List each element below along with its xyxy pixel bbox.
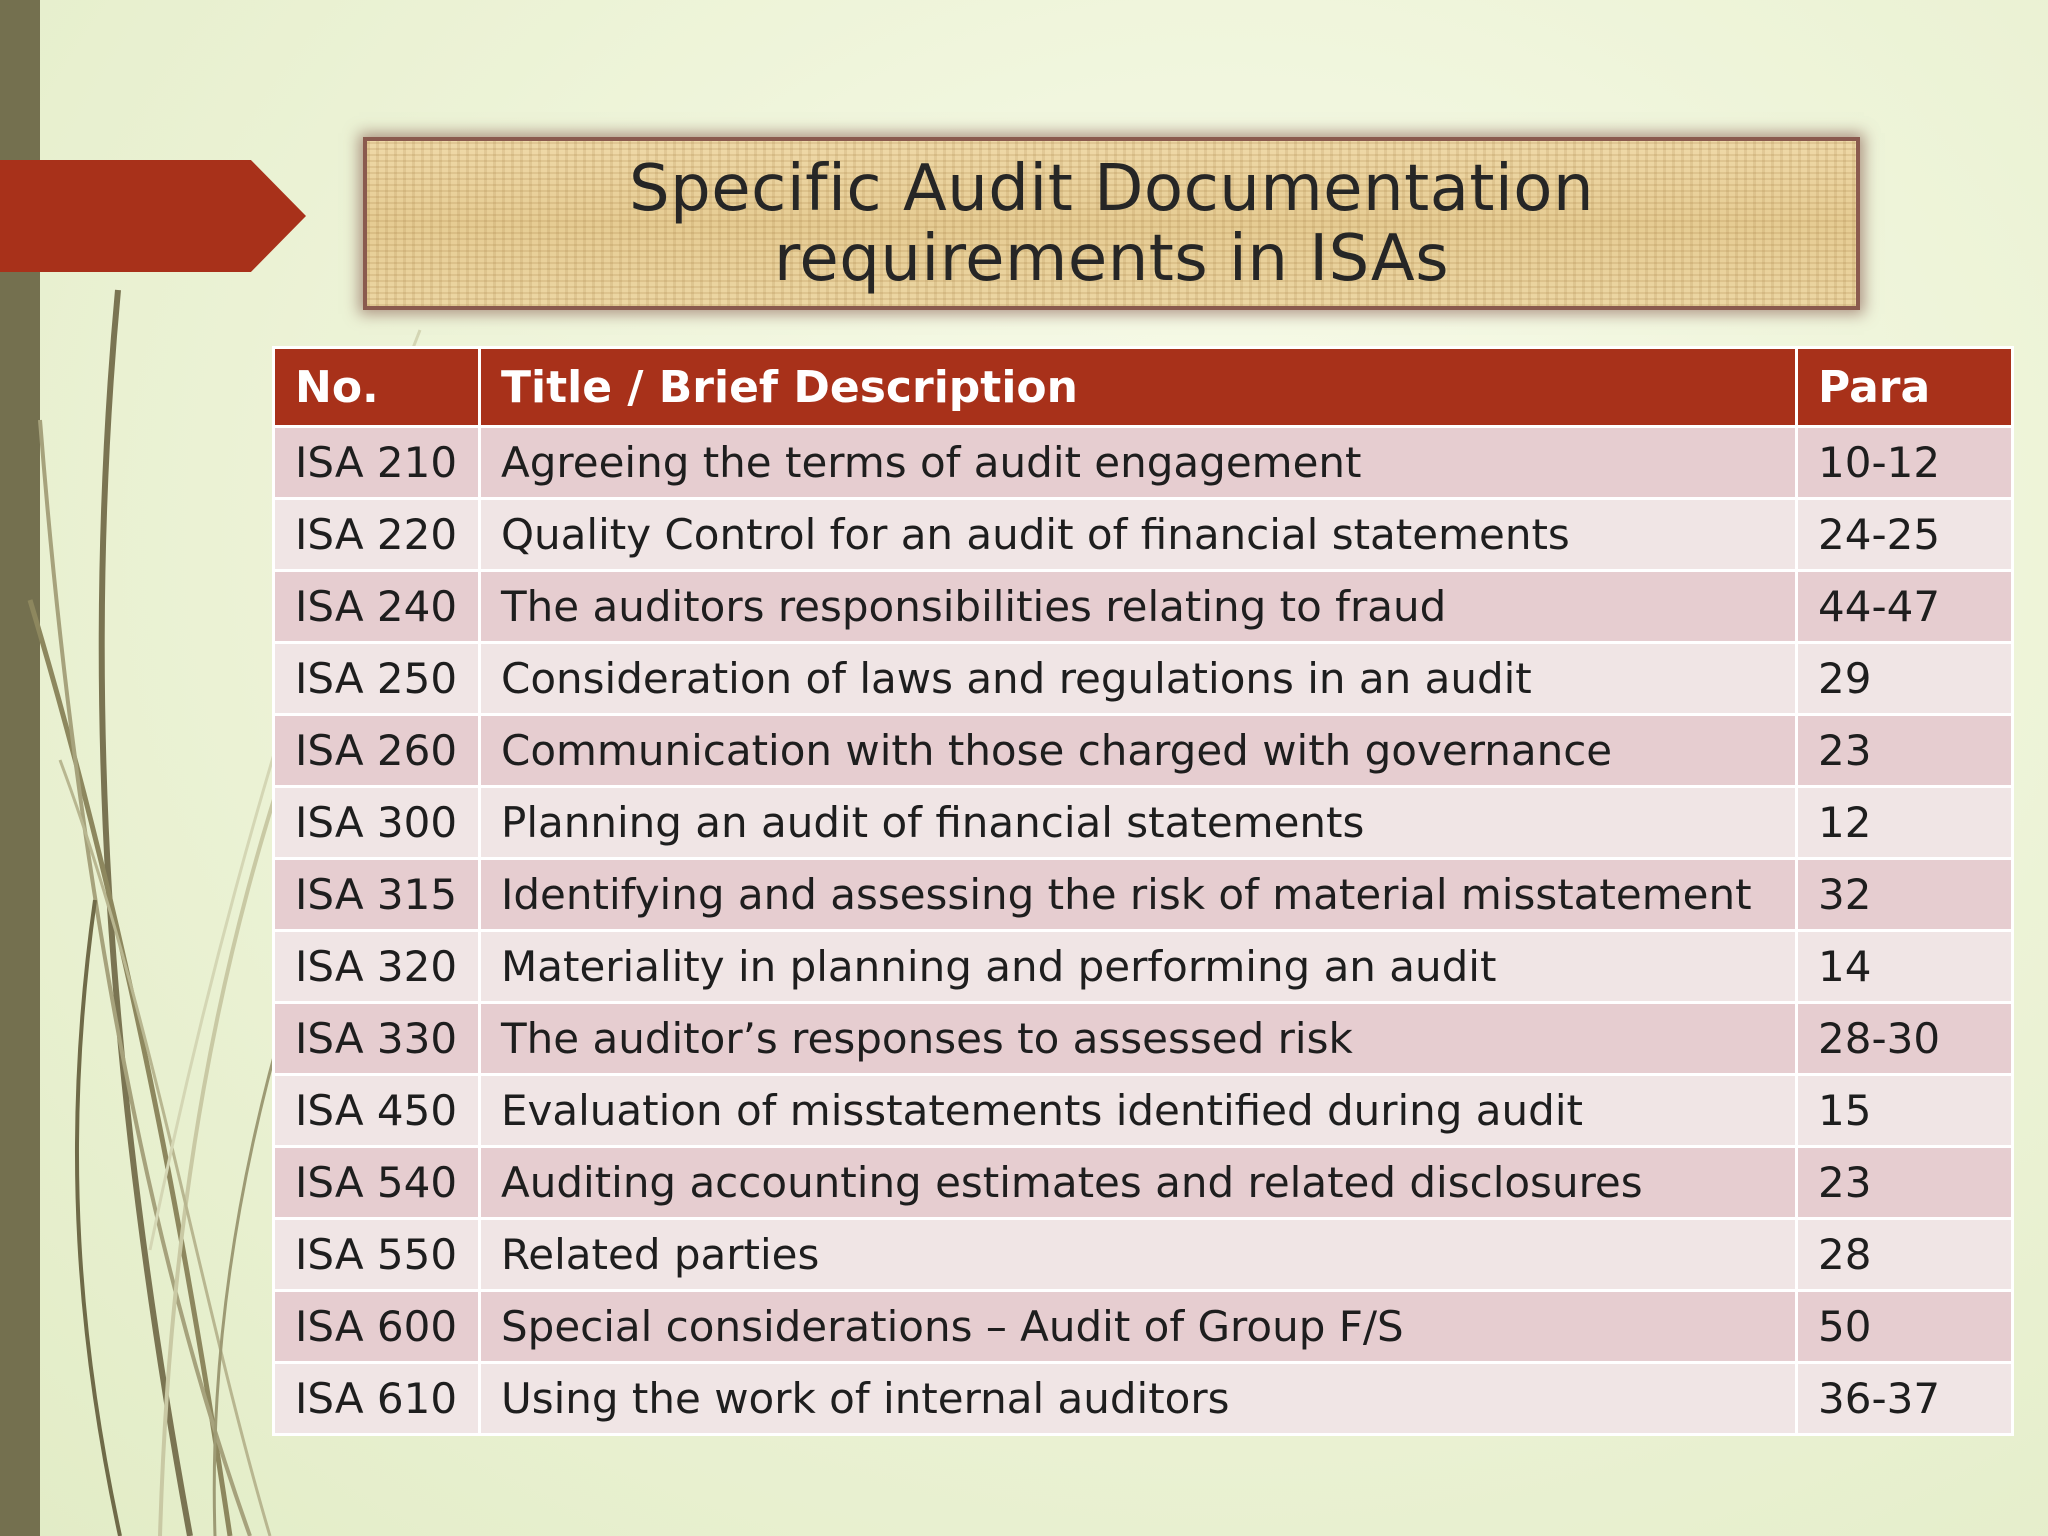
slide-title — [629, 151, 1594, 296]
cell-title: Auditing accounting estimates and related disclosures — [480, 1147, 1797, 1219]
red-arrow-tab — [0, 160, 306, 272]
cell-title: Quality Control for an audit of financial statements — [480, 499, 1797, 571]
cell-title: Using the work of internal auditors — [480, 1363, 1797, 1435]
cell-title: Consideration of laws and regulations in an audit — [480, 643, 1797, 715]
cell-para: 15 — [1797, 1075, 2013, 1147]
cell-title: The auditors responsibilities relating to fraud — [480, 571, 1797, 643]
cell-title: Agreeing the terms of audit engagement — [480, 427, 1797, 499]
cell-title: Identifying and assessing the risk of material misstatement — [480, 859, 1797, 931]
cell-no: ISA 540 — [274, 1147, 480, 1219]
cell-no: ISA 330 — [274, 1003, 480, 1075]
table-row — [274, 787, 2013, 859]
slide-title-line2: requirements in ISAs — [773, 221, 1450, 296]
cell-para: 29 — [1797, 643, 2013, 715]
cell-para: 23 — [1797, 715, 2013, 787]
cell-para: 23 — [1797, 1147, 2013, 1219]
cell-para: 36-37 — [1797, 1363, 2013, 1435]
cell-no: ISA 300 — [274, 787, 480, 859]
table-row — [274, 1003, 2013, 1075]
cell-para: 12 — [1797, 787, 2013, 859]
cell-no: ISA 250 — [274, 643, 480, 715]
cell-no: ISA 210 — [274, 427, 480, 499]
cell-title: The auditor’s responses to assessed risk — [480, 1003, 1797, 1075]
cell-no: ISA 260 — [274, 715, 480, 787]
table-row — [274, 715, 2013, 787]
cell-title: Evaluation of misstatements identified during audit — [480, 1075, 1797, 1147]
cell-title: Communication with those charged with governance — [480, 715, 1797, 787]
cell-no: ISA 220 — [274, 499, 480, 571]
table-row — [274, 571, 2013, 643]
cell-para: 44-47 — [1797, 571, 2013, 643]
cell-no: ISA 600 — [274, 1291, 480, 1363]
header-no: No. — [274, 348, 480, 427]
cell-title: Special considerations – Audit of Group F/S — [480, 1291, 1797, 1363]
header-para: Para — [1797, 348, 2013, 427]
cell-title: Planning an audit of financial statements — [480, 787, 1797, 859]
table-row — [274, 1075, 2013, 1147]
cell-title: Materiality in planning and performing an audit — [480, 931, 1797, 1003]
table-row — [274, 499, 2013, 571]
cell-para: 32 — [1797, 859, 2013, 931]
isa-requirements-table — [272, 346, 2014, 1436]
cell-no: ISA 240 — [274, 571, 480, 643]
table-header-row — [274, 348, 2013, 427]
table-row — [274, 859, 2013, 931]
cell-no: ISA 550 — [274, 1219, 480, 1291]
cell-para: 28-30 — [1797, 1003, 2013, 1075]
table-row — [274, 643, 2013, 715]
cell-para: 10-12 — [1797, 427, 2013, 499]
cell-no: ISA 320 — [274, 931, 480, 1003]
table-row — [274, 1147, 2013, 1219]
cell-title: Related parties — [480, 1219, 1797, 1291]
cell-para: 50 — [1797, 1291, 2013, 1363]
table-row — [274, 427, 2013, 499]
cell-no: ISA 610 — [274, 1363, 480, 1435]
slide-title-line1: Specific Audit Documentation — [629, 151, 1594, 226]
title-banner — [363, 137, 1860, 310]
cell-para: 14 — [1797, 931, 2013, 1003]
cell-para: 24-25 — [1797, 499, 2013, 571]
table-row — [274, 1219, 2013, 1291]
table-row — [274, 1363, 2013, 1435]
cell-para: 28 — [1797, 1219, 2013, 1291]
table-row — [274, 931, 2013, 1003]
table-row — [274, 1291, 2013, 1363]
cell-no: ISA 450 — [274, 1075, 480, 1147]
cell-no: ISA 315 — [274, 859, 480, 931]
header-title: Title / Brief Description — [480, 348, 1797, 427]
